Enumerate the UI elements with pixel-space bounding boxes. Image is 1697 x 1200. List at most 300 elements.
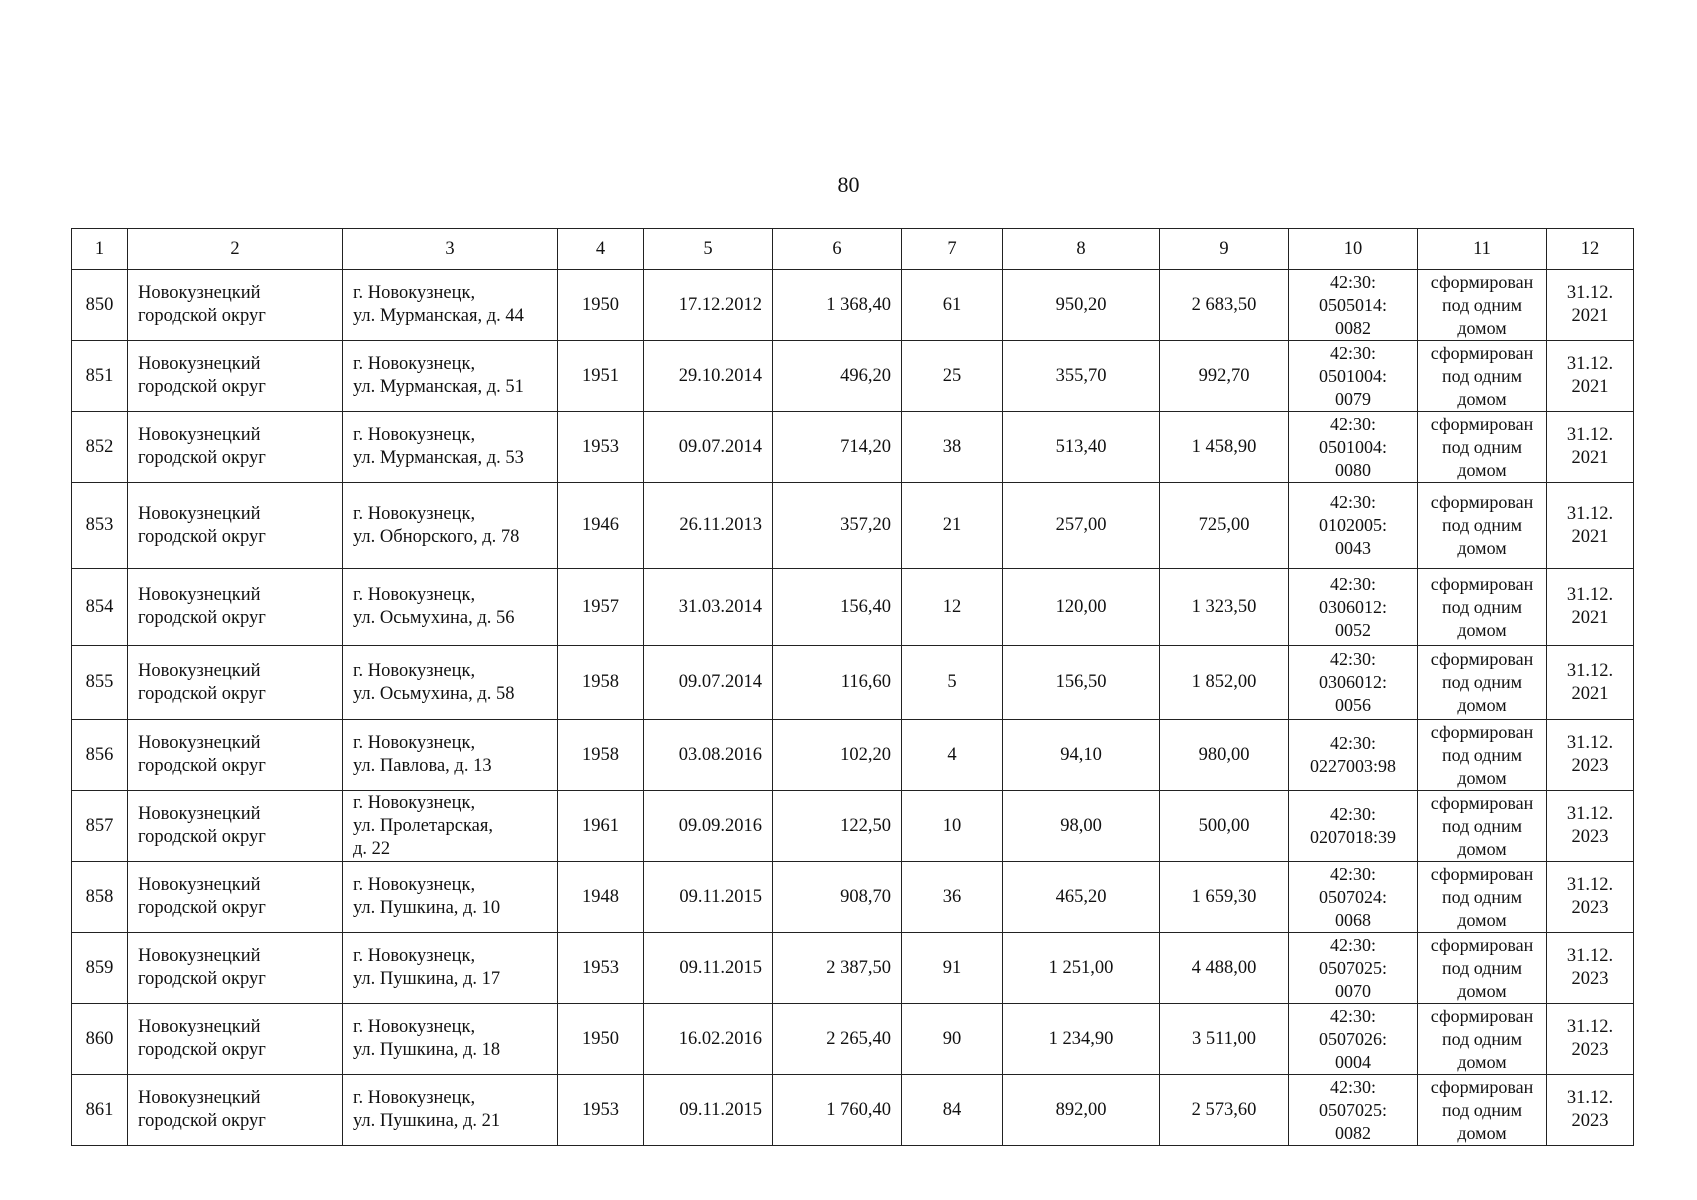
deadline-cell-line: 2023 — [1571, 1040, 1609, 1060]
row-number-cell: 859 — [72, 933, 128, 1004]
resettle-area-cell: 1 234,90 — [1003, 1004, 1160, 1075]
year-cell: 1950 — [558, 1004, 644, 1075]
row-number-cell: 854 — [72, 569, 128, 646]
cadastral-number-cell-line: 42:30: — [1329, 271, 1376, 292]
address-cell — [343, 1004, 558, 1075]
land-status-cell — [1418, 483, 1547, 569]
municipality-cell — [128, 862, 343, 933]
total-area-cell: 2 265,40 — [773, 1004, 902, 1075]
land-status-cell-line: под одним — [1441, 365, 1523, 386]
municipality-cell-line: Новокузнецкий — [138, 503, 261, 524]
cadastral-number-cell — [1289, 646, 1418, 720]
land-area-cell: 1 323,50 — [1160, 569, 1289, 646]
year-cell: 1953 — [558, 1075, 644, 1146]
deadline-cell-line: 2023 — [1571, 969, 1609, 989]
year-cell: 1951 — [558, 341, 644, 412]
address-cell — [343, 270, 558, 341]
deadline-cell — [1547, 341, 1634, 412]
land-status-cell — [1418, 270, 1547, 341]
land-status-cell — [1418, 1075, 1547, 1146]
deadline-cell — [1547, 483, 1634, 569]
deadline-cell — [1547, 933, 1634, 1004]
address-cell-line: ул. Пушкина, д. 18 — [353, 1040, 501, 1060]
municipality-cell — [128, 412, 343, 483]
date-cell: 29.10.2014 — [644, 341, 773, 412]
cadastral-number-cell-line: 42:30: — [1329, 863, 1376, 884]
municipality-cell-line: Новокузнецкий — [138, 804, 261, 824]
land-status-cell — [1418, 569, 1547, 646]
municipality-cell — [128, 933, 343, 1004]
municipality-cell-line: Новокузнецкий — [138, 354, 261, 374]
land-status-cell-line: домом — [1457, 1051, 1507, 1072]
municipality-cell-line: Новокузнецкий — [138, 425, 261, 445]
total-area-cell: 1 368,40 — [773, 270, 902, 341]
municipality-cell-line: городской округ — [138, 898, 266, 918]
deadline-cell-line: 2023 — [1571, 827, 1609, 847]
cadastral-number-cell-line: 0082 — [1335, 317, 1371, 338]
address-cell-line: г. Новокузнецк, — [353, 660, 476, 681]
address-cell-line: г. Новокузнецк, — [353, 1017, 476, 1037]
cadastral-number-cell-line: 0507024: — [1318, 886, 1387, 907]
land-status-cell-line: под одним — [1441, 436, 1523, 457]
column-number: 4 — [558, 229, 644, 270]
address-cell-line: ул. Мурманская, д. 53 — [353, 448, 524, 468]
land-status-cell-line: домом — [1457, 388, 1507, 409]
cadastral-number-cell-line: 42:30: — [1329, 413, 1376, 434]
municipality-cell-line: городской округ — [138, 756, 266, 776]
table-row — [72, 412, 1634, 483]
municipality-cell-line: городской округ — [138, 306, 266, 326]
row-number-cell: 853 — [72, 483, 128, 569]
deadline-cell — [1547, 862, 1634, 933]
year-cell: 1950 — [558, 270, 644, 341]
cadastral-number-cell — [1289, 341, 1418, 412]
land-status-cell-line: сформирован — [1430, 934, 1534, 955]
address-cell-line: ул. Обнорского, д. 78 — [353, 526, 520, 547]
table-row — [72, 341, 1634, 412]
cadastral-number-cell-line: 0079 — [1335, 388, 1371, 409]
date-cell: 17.12.2012 — [644, 270, 773, 341]
address-cell-line: г. Новокузнецк, — [353, 283, 476, 303]
total-area-cell: 156,40 — [773, 569, 902, 646]
residents-cell: 5 — [902, 646, 1003, 720]
land-status-cell-line: сформирован — [1430, 573, 1534, 594]
date-cell: 09.11.2015 — [644, 1075, 773, 1146]
address-cell-line: ул. Мурманская, д. 51 — [353, 377, 524, 397]
address-cell-line: ул. Пушкина, д. 17 — [353, 969, 501, 989]
deadline-cell-line: 2023 — [1571, 1111, 1609, 1131]
deadline-cell — [1547, 412, 1634, 483]
deadline-cell-line: 2023 — [1571, 898, 1609, 918]
deadline-cell — [1547, 791, 1634, 862]
column-number: 9 — [1160, 229, 1289, 270]
land-area-cell: 500,00 — [1160, 791, 1289, 862]
year-cell: 1953 — [558, 933, 644, 1004]
cadastral-number-cell-line: 0306012: — [1318, 672, 1387, 692]
land-area-cell: 725,00 — [1160, 483, 1289, 569]
land-area-cell: 1 659,30 — [1160, 862, 1289, 933]
residents-cell: 12 — [902, 569, 1003, 646]
column-number: 8 — [1003, 229, 1160, 270]
column-number: 1 — [72, 229, 128, 270]
land-status-cell-line: сформирован — [1430, 1005, 1534, 1026]
date-cell: 31.03.2014 — [644, 569, 773, 646]
address-cell-line: ул. Пушкина, д. 21 — [353, 1111, 501, 1131]
cadastral-number-cell — [1289, 1075, 1418, 1146]
residents-cell: 25 — [902, 341, 1003, 412]
resettle-area-cell: 257,00 — [1003, 483, 1160, 569]
resettle-area-cell: 892,00 — [1003, 1075, 1160, 1146]
address-cell-line: г. Новокузнецк, — [353, 733, 476, 753]
cadastral-number-cell-line: 42:30: — [1329, 934, 1376, 955]
address-cell-line: г. Новокузнецк, — [353, 792, 476, 813]
address-cell-line: ул. Осьмухина, д. 58 — [353, 683, 515, 704]
address-cell-line: ул. Осьмухина, д. 56 — [353, 608, 515, 628]
column-number: 5 — [644, 229, 773, 270]
residents-cell: 4 — [902, 720, 1003, 791]
date-cell: 03.08.2016 — [644, 720, 773, 791]
cadastral-number-cell-line: 0070 — [1335, 980, 1371, 1001]
cadastral-number-cell-line: 42:30: — [1329, 492, 1376, 512]
deadline-cell — [1547, 1004, 1634, 1075]
cadastral-number-cell-line: 42:30: — [1329, 804, 1376, 824]
municipality-cell — [128, 341, 343, 412]
deadline-cell-line: 31.12. — [1566, 585, 1614, 605]
land-status-cell-line: сформирован — [1430, 492, 1534, 512]
municipality-cell-line: городской округ — [138, 608, 266, 628]
cadastral-number-cell-line: 42:30: — [1329, 342, 1376, 363]
row-number-cell: 851 — [72, 341, 128, 412]
municipality-cell-line: городской округ — [138, 969, 266, 989]
land-area-cell: 1 852,00 — [1160, 646, 1289, 720]
year-cell: 1953 — [558, 412, 644, 483]
cadastral-number-cell-line: 0004 — [1335, 1051, 1371, 1072]
total-area-cell: 357,20 — [773, 483, 902, 569]
cadastral-number-cell-line: 0505014: — [1318, 294, 1387, 315]
address-cell-line: г. Новокузнецк, — [353, 1088, 476, 1108]
land-status-cell — [1418, 1004, 1547, 1075]
cadastral-number-cell-line: 42:30: — [1329, 649, 1376, 669]
cadastral-number-cell — [1289, 791, 1418, 862]
land-status-cell-line: домом — [1457, 619, 1507, 640]
deadline-cell-line: 31.12. — [1566, 733, 1614, 753]
address-cell-line: ул. Пушкина, д. 10 — [353, 898, 501, 918]
residents-cell: 36 — [902, 862, 1003, 933]
column-number: 11 — [1418, 229, 1547, 270]
column-number: 7 — [902, 229, 1003, 270]
column-number: 2 — [128, 229, 343, 270]
cadastral-number-cell — [1289, 862, 1418, 933]
total-area-cell: 908,70 — [773, 862, 902, 933]
residents-cell: 38 — [902, 412, 1003, 483]
municipality-cell-line: Новокузнецкий — [138, 1017, 261, 1037]
cadastral-number-cell-line: 0043 — [1335, 538, 1371, 558]
municipality-cell — [128, 569, 343, 646]
land-status-cell-line: сформирован — [1430, 721, 1534, 742]
resettle-area-cell: 950,20 — [1003, 270, 1160, 341]
date-cell: 09.07.2014 — [644, 646, 773, 720]
municipality-cell — [128, 270, 343, 341]
table-row — [72, 933, 1634, 1004]
cadastral-number-cell-line: 0501004: — [1318, 436, 1387, 457]
table-row — [72, 646, 1634, 720]
municipality-cell-line: Новокузнецкий — [138, 585, 261, 605]
land-status-cell-line: под одним — [1441, 294, 1523, 315]
address-cell — [343, 341, 558, 412]
land-status-cell-line: под одним — [1441, 957, 1523, 978]
address-cell-line: ул. Пролетарская, — [353, 815, 494, 836]
deadline-cell — [1547, 569, 1634, 646]
total-area-cell: 2 387,50 — [773, 933, 902, 1004]
municipality-cell-line: городской округ — [138, 377, 266, 397]
deadline-cell — [1547, 646, 1634, 720]
municipality-cell — [128, 646, 343, 720]
date-cell: 09.07.2014 — [644, 412, 773, 483]
cadastral-number-cell-line: 0068 — [1335, 909, 1371, 930]
land-status-cell-line: под одним — [1441, 672, 1523, 692]
year-cell: 1958 — [558, 720, 644, 791]
resettle-area-cell: 120,00 — [1003, 569, 1160, 646]
land-area-cell: 992,70 — [1160, 341, 1289, 412]
address-cell-line: г. Новокузнецк, — [353, 503, 476, 524]
municipality-cell-line: городской округ — [138, 683, 266, 704]
resettle-area-cell: 465,20 — [1003, 862, 1160, 933]
land-status-cell-line: домом — [1457, 980, 1507, 1001]
deadline-cell-line: 31.12. — [1566, 503, 1614, 524]
municipality-cell-line: Новокузнецкий — [138, 660, 261, 681]
address-cell — [343, 412, 558, 483]
address-cell-line: г. Новокузнецк, — [353, 425, 476, 445]
municipality-cell — [128, 483, 343, 569]
cadastral-number-cell-line: 0080 — [1335, 459, 1371, 480]
land-status-cell-line: под одним — [1441, 596, 1523, 617]
row-number-cell: 861 — [72, 1075, 128, 1146]
municipality-cell-line: Новокузнецкий — [138, 946, 261, 966]
address-cell — [343, 933, 558, 1004]
table-row — [72, 270, 1634, 341]
table-row — [72, 1004, 1634, 1075]
housing-register-table — [71, 228, 1634, 1146]
residents-cell: 10 — [902, 791, 1003, 862]
column-number: 12 — [1547, 229, 1634, 270]
cadastral-number-cell-line: 0507025: — [1318, 957, 1387, 978]
residents-cell: 84 — [902, 1075, 1003, 1146]
date-cell: 09.09.2016 — [644, 791, 773, 862]
year-cell: 1948 — [558, 862, 644, 933]
land-status-cell-line: домом — [1457, 695, 1507, 715]
land-status-cell-line: под одним — [1441, 886, 1523, 907]
deadline-cell-line: 31.12. — [1566, 425, 1614, 445]
land-status-cell-line: сформирован — [1430, 792, 1534, 813]
table-row — [72, 569, 1634, 646]
land-area-cell: 1 458,90 — [1160, 412, 1289, 483]
address-cell-line: ул. Мурманская, д. 44 — [353, 306, 524, 326]
column-number: 10 — [1289, 229, 1418, 270]
cadastral-number-cell-line: 42:30: — [1329, 573, 1376, 594]
residents-cell: 91 — [902, 933, 1003, 1004]
cadastral-number-cell — [1289, 933, 1418, 1004]
address-cell-line: ул. Павлова, д. 13 — [353, 756, 492, 776]
deadline-cell-line: 2023 — [1571, 756, 1609, 776]
land-area-cell: 3 511,00 — [1160, 1004, 1289, 1075]
land-status-cell-line: под одним — [1441, 744, 1523, 765]
column-number: 3 — [343, 229, 558, 270]
land-area-cell: 4 488,00 — [1160, 933, 1289, 1004]
land-area-cell: 980,00 — [1160, 720, 1289, 791]
deadline-cell-line: 2021 — [1571, 526, 1609, 547]
resettle-area-cell: 513,40 — [1003, 412, 1160, 483]
deadline-cell-line: 31.12. — [1566, 1088, 1614, 1108]
year-cell: 1961 — [558, 791, 644, 862]
cadastral-number-cell-line: 0082 — [1335, 1122, 1371, 1143]
residents-cell: 61 — [902, 270, 1003, 341]
land-status-cell — [1418, 412, 1547, 483]
deadline-cell-line: 2021 — [1571, 306, 1609, 326]
cadastral-number-cell — [1289, 412, 1418, 483]
cadastral-number-cell-line: 0306012: — [1318, 596, 1387, 617]
column-number-row — [72, 229, 1634, 270]
land-status-cell-line: сформирован — [1430, 342, 1534, 363]
land-status-cell — [1418, 933, 1547, 1004]
cadastral-number-cell — [1289, 569, 1418, 646]
cadastral-number-cell-line: 0501004: — [1318, 365, 1387, 386]
cadastral-number-cell-line: 0056 — [1335, 695, 1371, 715]
resettle-area-cell: 1 251,00 — [1003, 933, 1160, 1004]
deadline-cell-line: 31.12. — [1566, 283, 1614, 303]
cadastral-number-cell — [1289, 1004, 1418, 1075]
table-row — [72, 720, 1634, 791]
land-status-cell-line: под одним — [1441, 515, 1523, 535]
total-area-cell: 496,20 — [773, 341, 902, 412]
address-cell — [343, 646, 558, 720]
deadline-cell — [1547, 1075, 1634, 1146]
row-number-cell: 857 — [72, 791, 128, 862]
deadline-cell-line: 31.12. — [1566, 1017, 1614, 1037]
address-cell-line: д. 22 — [353, 838, 391, 859]
cadastral-number-cell-line: 42:30: — [1329, 733, 1376, 753]
land-area-cell: 2 573,60 — [1160, 1075, 1289, 1146]
address-cell-line: г. Новокузнецк, — [353, 946, 476, 966]
table-row — [72, 483, 1634, 569]
deadline-cell — [1547, 720, 1634, 791]
resettle-area-cell: 156,50 — [1003, 646, 1160, 720]
row-number-cell: 855 — [72, 646, 128, 720]
deadline-cell-line: 31.12. — [1566, 875, 1614, 895]
land-status-cell — [1418, 341, 1547, 412]
land-status-cell-line: сформирован — [1430, 863, 1534, 884]
land-status-cell-line: сформирован — [1430, 413, 1534, 434]
cadastral-number-cell-line: 0507025: — [1318, 1099, 1387, 1120]
municipality-cell — [128, 1075, 343, 1146]
cadastral-number-cell — [1289, 270, 1418, 341]
municipality-cell-line: городской округ — [138, 827, 266, 847]
row-number-cell: 858 — [72, 862, 128, 933]
land-status-cell-line: сформирован — [1430, 1076, 1534, 1097]
row-number-cell: 856 — [72, 720, 128, 791]
land-status-cell — [1418, 791, 1547, 862]
residents-cell: 90 — [902, 1004, 1003, 1075]
year-cell: 1958 — [558, 646, 644, 720]
residents-cell: 21 — [902, 483, 1003, 569]
resettle-area-cell: 355,70 — [1003, 341, 1160, 412]
municipality-cell-line: Новокузнецкий — [138, 1088, 261, 1108]
cadastral-number-cell-line: 0227003:98 — [1309, 756, 1396, 776]
total-area-cell: 102,20 — [773, 720, 902, 791]
row-number-cell: 850 — [72, 270, 128, 341]
deadline-cell-line: 2021 — [1571, 683, 1609, 704]
address-cell — [343, 862, 558, 933]
land-status-cell-line: домом — [1457, 317, 1507, 338]
table-row — [72, 791, 1634, 862]
total-area-cell: 116,60 — [773, 646, 902, 720]
municipality-cell-line: городской округ — [138, 1111, 266, 1131]
land-status-cell-line: под одним — [1441, 1028, 1523, 1049]
cadastral-number-cell — [1289, 720, 1418, 791]
column-number: 6 — [773, 229, 902, 270]
deadline-cell-line: 2021 — [1571, 377, 1609, 397]
cadastral-number-cell — [1289, 483, 1418, 569]
total-area-cell: 1 760,40 — [773, 1075, 902, 1146]
address-cell — [343, 1075, 558, 1146]
year-cell: 1957 — [558, 569, 644, 646]
land-status-cell — [1418, 862, 1547, 933]
municipality-cell — [128, 720, 343, 791]
land-status-cell — [1418, 720, 1547, 791]
deadline-cell-line: 2021 — [1571, 448, 1609, 468]
deadline-cell — [1547, 270, 1634, 341]
municipality-cell — [128, 1004, 343, 1075]
date-cell: 09.11.2015 — [644, 862, 773, 933]
cadastral-number-cell-line: 0207018:39 — [1309, 827, 1396, 847]
total-area-cell: 122,50 — [773, 791, 902, 862]
cadastral-number-cell-line: 42:30: — [1329, 1076, 1376, 1097]
land-area-cell: 2 683,50 — [1160, 270, 1289, 341]
row-number-cell: 860 — [72, 1004, 128, 1075]
land-status-cell-line: под одним — [1441, 815, 1523, 836]
address-cell-line: г. Новокузнецк, — [353, 875, 476, 895]
cadastral-number-cell-line: 0052 — [1335, 619, 1371, 640]
resettle-area-cell: 98,00 — [1003, 791, 1160, 862]
page-number: 80 — [837, 172, 860, 197]
table-row — [72, 862, 1634, 933]
municipality-cell-line: городской округ — [138, 1040, 266, 1060]
year-cell: 1946 — [558, 483, 644, 569]
land-status-cell-line: домом — [1457, 909, 1507, 930]
address-cell — [343, 569, 558, 646]
land-status-cell-line: сформирован — [1430, 271, 1534, 292]
land-status-cell-line: домом — [1457, 538, 1507, 558]
deadline-cell-line: 31.12. — [1566, 354, 1614, 374]
cadastral-number-cell-line: 0507026: — [1318, 1028, 1387, 1049]
row-number-cell: 852 — [72, 412, 128, 483]
municipality-cell — [128, 791, 343, 862]
municipality-cell-line: Новокузнецкий — [138, 875, 261, 895]
deadline-cell-line: 31.12. — [1566, 660, 1614, 681]
address-cell-line: г. Новокузнецк, — [353, 354, 476, 374]
resettle-area-cell: 94,10 — [1003, 720, 1160, 791]
date-cell: 26.11.2013 — [644, 483, 773, 569]
deadline-cell-line: 2021 — [1571, 608, 1609, 628]
municipality-cell-line: Новокузнецкий — [138, 283, 261, 303]
land-status-cell-line: под одним — [1441, 1099, 1523, 1120]
address-cell — [343, 483, 558, 569]
address-cell — [343, 720, 558, 791]
table-row — [72, 1075, 1634, 1146]
municipality-cell-line: Новокузнецкий — [138, 733, 261, 753]
address-cell — [343, 791, 558, 862]
municipality-cell-line: городской округ — [138, 526, 266, 547]
land-status-cell-line: домом — [1457, 1122, 1507, 1143]
